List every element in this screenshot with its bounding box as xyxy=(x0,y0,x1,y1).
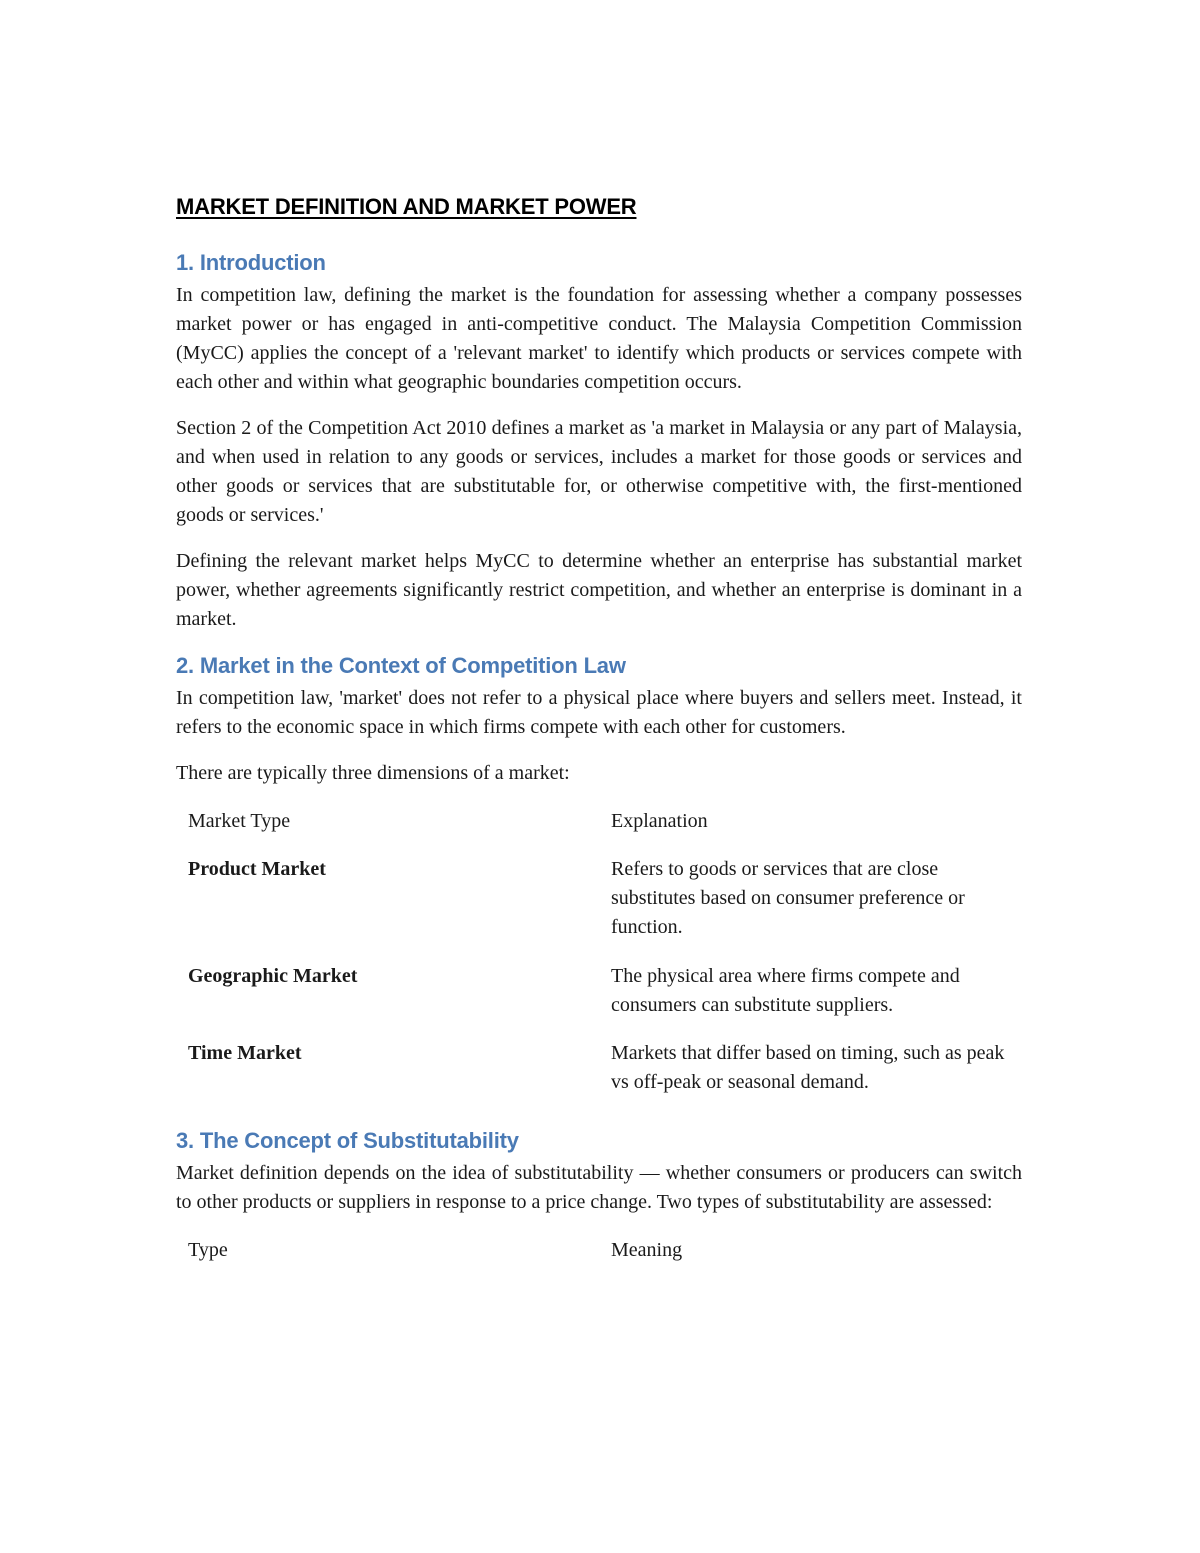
section-heading-market-context: 2. Market in the Context of Competition Law xyxy=(176,653,626,678)
market-dimensions-table xyxy=(176,807,1022,1097)
paragraph: There are typically three dimensions of a market: xyxy=(176,762,570,784)
table-cell-explanation: Markets that differ based on timing, such as peak vs off-peak or seasonal demand. xyxy=(611,1042,1005,1093)
paragraph: Section 2 of the Competition Act 2010 defines a market as 'a market in Malaysia or any part of Malaysia, and when used in relation to any goods or services, includes a market for those goods or services and other goods or services that are substitutable for, or otherwise competitive with, the first-mentioned goods or services.' xyxy=(176,417,1022,526)
table-header-cell: Market Type xyxy=(188,810,291,832)
table-cell-market-type: Product Market xyxy=(188,858,326,880)
paragraph: In competition law, defining the market is the foundation for assessing whether a company possesses market power or has engaged in anti-competitive conduct. The Malaysia Competition Commission (MyCC) applies the concept of a 'relevant market' to identify which products or services compete with each other and within what geographic boundaries competition occurs. xyxy=(176,284,1022,393)
substitutability-table xyxy=(176,1236,1022,1265)
table-header-row xyxy=(176,1236,1022,1265)
table-cell-explanation: The physical area where firms compete and consumers can substitute suppliers. xyxy=(611,965,960,1016)
table-row xyxy=(176,1039,1022,1097)
paragraph: Defining the relevant market helps MyCC to determine whether an enterprise has substantial market power, whether agreements significantly restrict competition, and whether an enterprise is dominant in a market. xyxy=(176,550,1022,630)
table-cell-explanation: Refers to goods or services that are close substitutes based on consumer preference or function. xyxy=(611,858,965,938)
table-cell-market-type: Geographic Market xyxy=(188,965,358,987)
paragraph: In competition law, 'market' does not refer to a physical place where buyers and sellers meet. Instead, it refers to the economic space in which firms compete with each other for customers. xyxy=(176,687,1022,738)
table-header-cell: Explanation xyxy=(611,810,708,832)
document-body xyxy=(176,191,1022,1265)
table-header-cell: Type xyxy=(188,1239,228,1261)
section-heading-substitutability: 3. The Concept of Substitutability xyxy=(176,1128,519,1153)
table-header-cell: Meaning xyxy=(611,1239,683,1261)
table-header-row xyxy=(176,807,1022,836)
table-row xyxy=(176,855,1022,942)
table-row xyxy=(176,962,1022,1020)
document-title: MARKET DEFINITION AND MARKET POWER xyxy=(176,194,637,219)
paragraph: Market definition depends on the idea of substitutability — whether consumers or producers can switch to other products or suppliers in response to a price change. Two types of substitutability are assessed: xyxy=(176,1162,1022,1213)
table-cell-market-type: Time Market xyxy=(188,1042,302,1064)
section-heading-introduction: 1. Introduction xyxy=(176,250,326,275)
